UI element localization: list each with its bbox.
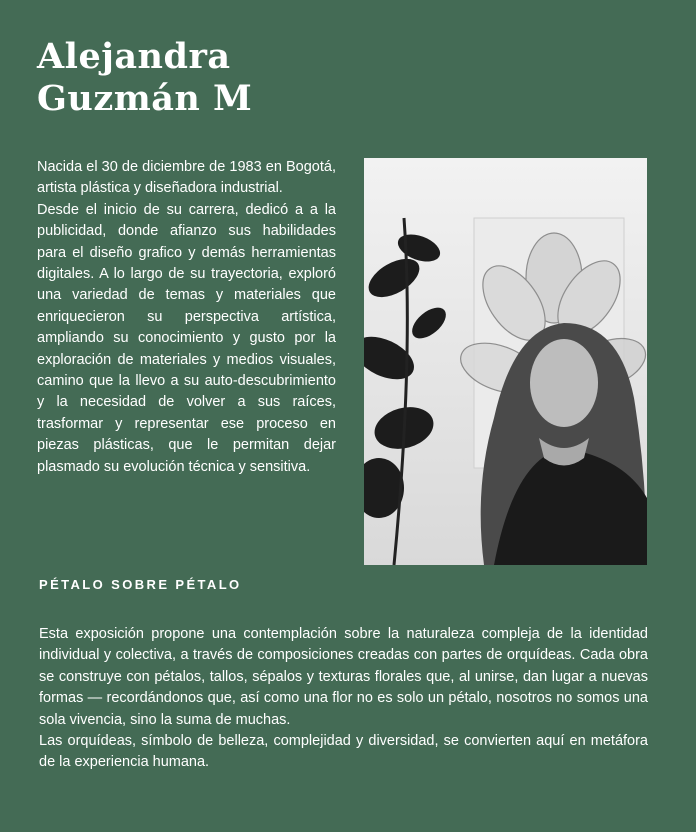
artist-name-line2: Guzmán M <box>37 78 253 119</box>
exhibition-description: Esta exposición propone una contemplación sobre la naturaleza compleja de la identidad individual y colectiva, a través de composiciones creadas con partes de orquídeas. Cada obra se construye con pétalos, tallos, sépalos y texturas florales que, al unirse, dan lugar a nuevas formas — recordándonos que, así como una flor no es solo un pétalo, nosotros no somos una sola vivencia, sino la suma de muchas. Las orquídeas, símbolo de belleza, complejidad y diversidad, se convierten aquí en metáfora de la experiencia humana. <box>39 626 648 771</box>
exhibition-title: PÉTALO SOBRE PÉTALO <box>39 577 242 592</box>
artist-name <box>37 36 252 120</box>
artist-name-line1: Alejandra <box>37 36 231 77</box>
artist-bio: Nacida el 30 de diciembre de 1983 en Bogotá, artista plástica y diseñadora industrial. Desde el inicio de su carrera, dedicó a a la publicidad, donde afianzo sus habilidades para el diseño grafico y demás herramientas digitales. A lo largo de su trayectoria, exploró una variedad de temas y materiales que enriquecieron su perspectiva artística, ampliando su conocimiento y gusto por la exploración de materiales y medios visuales, camino que la llevo a su auto-descubrimiento y la necesidad de volver a sus raíces, trasformar y representar ese proceso en piezas plásticas, que le permitan dejar plasmado su evolución técnica y sensitiva. <box>37 159 336 475</box>
artist-portrait-photo <box>364 158 647 565</box>
portrait-illustration <box>364 158 647 565</box>
